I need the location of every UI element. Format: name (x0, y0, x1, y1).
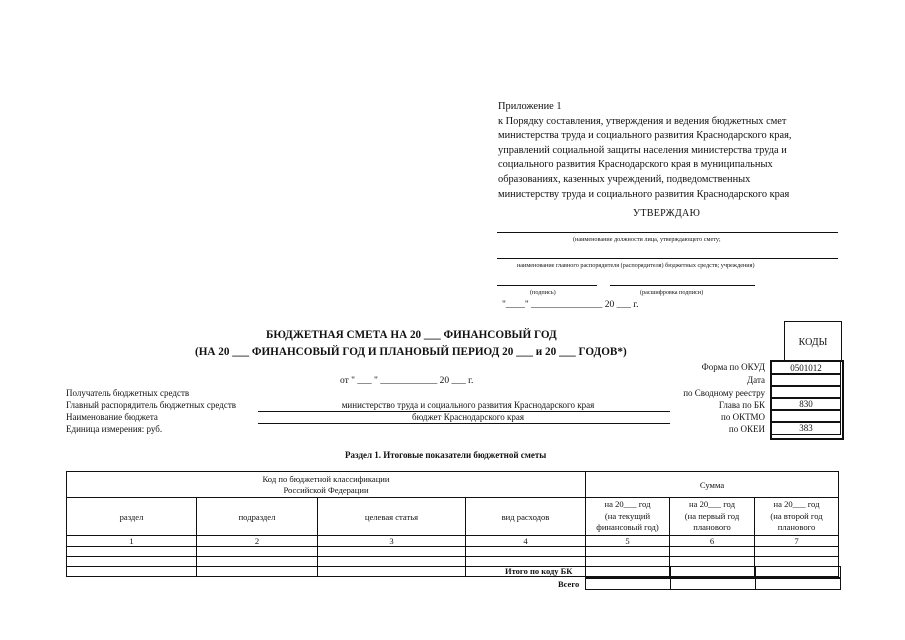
col-section: раздел (67, 498, 197, 536)
annex-line: к Порядку составления, утверждения и ведения бюджетных смет (498, 115, 787, 127)
table-cell[interactable] (670, 547, 755, 557)
document-title: БЮДЖЕТНАЯ СМЕТА НА 20 ___ ФИНАНСОВЫЙ ГОД (266, 329, 557, 341)
section-title: Раздел 1. Итоговые показатели бюджетной сметы (345, 450, 547, 460)
header-budget-code-line2: Российской Федерации (283, 484, 369, 495)
sum-year-desc: планового (693, 522, 731, 533)
total-all-label: Всего (558, 579, 580, 589)
codes-header: КОДЫ (784, 321, 842, 362)
annex-line: министерству труда и социального развития Краснодарского края (498, 188, 790, 200)
code-value-okud: 0501012 (771, 361, 841, 375)
col-target-article: целевая статья (318, 498, 466, 536)
total-by-code-cell[interactable] (585, 566, 671, 578)
approval-caption-org: наименование главного распорядителя (распорядителя) бюджетных средств; учреждения) (517, 262, 755, 269)
code-value-okei: 383 (771, 421, 841, 435)
total-by-code-cell[interactable] (670, 566, 756, 578)
col-number: 5 (586, 536, 670, 547)
table-cell[interactable] (586, 557, 670, 567)
table-row (67, 557, 839, 567)
col-expense-type: вид расходов (466, 498, 586, 536)
table-cell[interactable] (67, 547, 197, 557)
table-cell[interactable] (197, 557, 318, 567)
col-sum-current-year (586, 498, 670, 536)
col-number: 6 (670, 536, 755, 547)
document-subtitle: (НА 20 ___ ФИНАНСОВЫЙ ГОД И ПЛАНОВЫЙ ПЕРИОД 20 ___ и 20 ___ ГОДОВ*) (195, 346, 627, 358)
table-cell[interactable] (466, 547, 586, 557)
sum-year-desc: планового (777, 522, 816, 533)
total-all-cell[interactable] (755, 578, 841, 590)
caption-decode: (расшифровка подписи) (640, 289, 704, 296)
annex-line: социального развития Краснодарского края в муниципальных (498, 159, 773, 171)
total-by-code-label: Итого по коду БК (505, 566, 573, 576)
field-line-budget-name (258, 423, 670, 424)
col-number: 4 (466, 536, 586, 547)
sum-year-desc: финансовый год) (596, 522, 659, 533)
sum-year-desc: (на второй год (770, 510, 823, 521)
document-date: от " ___ " ____________ 20 ___ г. (340, 376, 474, 386)
table-cell[interactable] (318, 567, 466, 577)
table-cell[interactable] (67, 557, 197, 567)
table-cell[interactable] (318, 547, 466, 557)
code-label-okei: по ОКЕИ (728, 424, 765, 434)
table-row (67, 547, 839, 557)
col-number: 7 (755, 536, 839, 547)
field-value-chief-manager: министерство труда и социального развития Краснодарского края (341, 400, 595, 410)
header-budget-code (67, 472, 586, 498)
annex-line: управлений социальной защиты населения министерства труда и (498, 144, 787, 156)
header-sum: Сумма (586, 472, 839, 498)
approval-heading: УТВЕРЖДАЮ (633, 208, 701, 219)
field-label-budget-name: Наименование бюджета (66, 412, 158, 422)
annex-line: Приложение 1 (498, 101, 562, 112)
col-number: 3 (318, 536, 466, 547)
col-sum-first-plan-year (670, 498, 755, 536)
code-label-okud: Форма по ОКУД (701, 362, 765, 372)
signature-line (497, 285, 597, 286)
col-subsection: подраздел (197, 498, 318, 536)
col-number: 1 (67, 536, 197, 547)
total-all-cell[interactable] (670, 578, 756, 590)
approval-position-line (497, 232, 838, 233)
code-label-date: Дата (747, 375, 765, 385)
table-cell[interactable] (466, 557, 586, 567)
table-row-numbers (67, 536, 839, 547)
header-budget-code-line1: Код по бюджетной классификации (262, 473, 390, 484)
code-label-bk: Глава по БК (718, 400, 765, 410)
approval-date-line: "____" _______________ 20 ___ г. (502, 300, 639, 310)
code-label-registry: по Сводному реестру (683, 388, 765, 398)
sum-year-label: на 20___ год (689, 499, 735, 510)
field-value-budget-name: бюджет Краснодарского края (412, 412, 524, 422)
table-cell[interactable] (197, 547, 318, 557)
total-by-code-cell[interactable] (755, 566, 841, 578)
annex-line: министерства труда и социального развития Краснодарского края, (498, 130, 792, 142)
col-sum-second-plan-year (755, 498, 839, 536)
total-all-cell[interactable] (585, 578, 671, 590)
col-number: 2 (197, 536, 318, 547)
sum-year-desc: (на текущий (604, 510, 651, 521)
annex-block (498, 100, 858, 202)
table-cell[interactable] (755, 557, 839, 567)
sum-year-desc: (на первый год (684, 510, 740, 521)
approval-caption-position: (наименование должности лица, утверждающего смету; (573, 236, 721, 243)
code-label-oktmo: по ОКТМО (721, 412, 765, 422)
signature-decode-line (610, 285, 755, 286)
table-cell[interactable] (586, 547, 670, 557)
approval-org-line (497, 258, 838, 259)
table-cell[interactable] (318, 557, 466, 567)
table-cell[interactable] (197, 567, 318, 577)
caption-signature: (подпись) (530, 289, 556, 296)
table-cell[interactable] (755, 547, 839, 557)
field-label-recipient: Получатель бюджетных средств (66, 388, 190, 398)
code-value-bk: 830 (771, 397, 841, 411)
table-cell[interactable] (670, 557, 755, 567)
table-cell[interactable] (67, 567, 197, 577)
field-label-chief-manager: Главный распорядитель бюджетных средств (66, 400, 236, 410)
sum-year-label: на 20___ год (604, 499, 651, 510)
sum-year-label: на 20___ год (773, 499, 820, 510)
field-label-unit: Единица измерения: руб. (66, 424, 163, 434)
budget-table (66, 471, 839, 577)
annex-line: образованиях, казенных учреждений, подведомственных (498, 173, 751, 185)
